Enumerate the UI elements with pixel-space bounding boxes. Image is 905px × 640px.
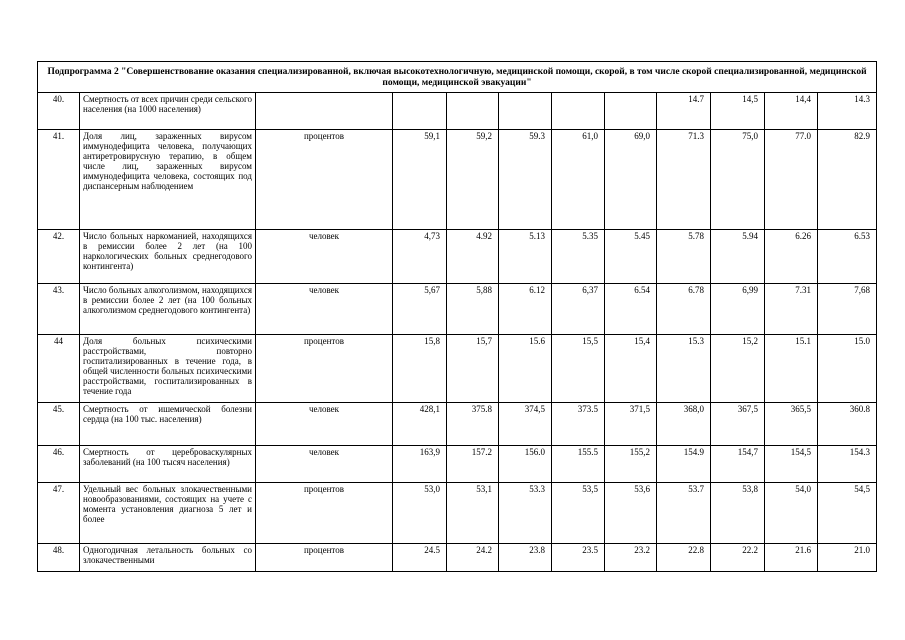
value-cell: 156.0 (499, 446, 552, 483)
value-cell: 5,67 (393, 284, 447, 335)
value-cell: 22.2 (711, 544, 765, 572)
value-cell: 373.5 (552, 403, 605, 446)
value-cell: 154.3 (818, 446, 877, 483)
unit-cell: процентов (256, 483, 393, 544)
row-number: 43. (38, 284, 80, 335)
unit-cell: процентов (256, 130, 393, 230)
value-cell: 155.5 (552, 446, 605, 483)
value-cell: 59,2 (447, 130, 499, 230)
value-cell (447, 93, 499, 130)
table-row (38, 403, 877, 446)
value-cell: 4,73 (393, 230, 447, 284)
indicator-name: Удельный вес больных злокачественными новообразованиями, состоящих на учете с момента установления диагноза 5 лет и более (80, 483, 256, 544)
row-number: 40. (38, 93, 80, 130)
value-cell: 61,0 (552, 130, 605, 230)
value-cell: 6.78 (657, 284, 711, 335)
value-cell: 5.94 (711, 230, 765, 284)
value-cell: 7,68 (818, 284, 877, 335)
subprogram-title: Подпрограмма 2 "Совершенствование оказания специализированной, включая высокотехнологичную, медицинской помощи, скорой, в том числе скорой специализированной, медицинской помощи, медицинской эвакуации" (38, 62, 877, 93)
value-cell: 53,8 (711, 483, 765, 544)
value-cell: 368,0 (657, 403, 711, 446)
value-cell: 6.12 (499, 284, 552, 335)
value-cell: 6.54 (605, 284, 657, 335)
table-row (38, 284, 877, 335)
indicator-name: Число больных наркоманией, находящихся в ремиссии более 2 лет (на 100 наркологических больных среднегодового контингента) (80, 230, 256, 284)
value-cell (393, 93, 447, 130)
value-cell: 75,0 (711, 130, 765, 230)
value-cell: 15,8 (393, 335, 447, 403)
table-row (38, 335, 877, 403)
unit-cell: человек (256, 403, 393, 446)
table-row (38, 93, 877, 130)
indicator-name: Одногодичная летальность больных со злокачественными (80, 544, 256, 572)
value-cell: 69,0 (605, 130, 657, 230)
unit-cell: человек (256, 284, 393, 335)
value-cell: 14.3 (818, 93, 877, 130)
value-cell: 59,1 (393, 130, 447, 230)
value-cell (499, 93, 552, 130)
value-cell: 53,1 (447, 483, 499, 544)
value-cell: 23.8 (499, 544, 552, 572)
value-cell: 360.8 (818, 403, 877, 446)
table-row (38, 130, 877, 230)
value-cell: 15.3 (657, 335, 711, 403)
value-cell: 154,7 (711, 446, 765, 483)
subprogram-header-row (38, 62, 877, 93)
value-cell: 15.0 (818, 335, 877, 403)
value-cell: 77.0 (765, 130, 818, 230)
value-cell: 23.5 (552, 544, 605, 572)
value-cell: 154,5 (765, 446, 818, 483)
value-cell: 15.6 (499, 335, 552, 403)
value-cell (552, 93, 605, 130)
value-cell: 5.13 (499, 230, 552, 284)
value-cell: 14.7 (657, 93, 711, 130)
value-cell: 14,5 (711, 93, 765, 130)
value-cell: 371,5 (605, 403, 657, 446)
value-cell: 53,6 (605, 483, 657, 544)
unit-cell: человек (256, 446, 393, 483)
value-cell: 428,1 (393, 403, 447, 446)
value-cell: 53,0 (393, 483, 447, 544)
value-cell: 22.8 (657, 544, 711, 572)
value-cell: 21.6 (765, 544, 818, 572)
row-number: 42. (38, 230, 80, 284)
value-cell: 6.26 (765, 230, 818, 284)
indicator-name: Доля лиц, зараженных вирусом иммунодефицита человека, получающих антиретровирусную терапию, в общем числе лиц, зараженных вирусом иммунодефицита человека, состоящих под диспансерным наблюдением (80, 130, 256, 230)
table-row (38, 230, 877, 284)
value-cell (605, 93, 657, 130)
table-row (38, 544, 877, 572)
value-cell: 157.2 (447, 446, 499, 483)
indicator-name: Число больных алкоголизмом, находящихся в ремиссии более 2 лет (на 100 больных алкоголизмом среднегодового контингента) (80, 284, 256, 335)
value-cell: 23.2 (605, 544, 657, 572)
value-cell: 6,99 (711, 284, 765, 335)
indicator-name: Смертность от всех причин среди сельского населения (на 1000 населения) (80, 93, 256, 130)
value-cell: 7.31 (765, 284, 818, 335)
value-cell: 5,88 (447, 284, 499, 335)
row-number: 46. (38, 446, 80, 483)
value-cell: 15,7 (447, 335, 499, 403)
value-cell: 53,5 (552, 483, 605, 544)
value-cell: 367,5 (711, 403, 765, 446)
value-cell: 21.0 (818, 544, 877, 572)
value-cell: 365,5 (765, 403, 818, 446)
value-cell: 6,37 (552, 284, 605, 335)
value-cell: 71.3 (657, 130, 711, 230)
table-row (38, 446, 877, 483)
value-cell: 15,4 (605, 335, 657, 403)
value-cell: 14,4 (765, 93, 818, 130)
unit-cell: человек (256, 230, 393, 284)
value-cell: 374,5 (499, 403, 552, 446)
value-cell: 54,5 (818, 483, 877, 544)
row-number: 41. (38, 130, 80, 230)
row-number: 44 (38, 335, 80, 403)
indicator-name: Смертность от цереброваскулярных заболеваний (на 100 тысяч населения) (80, 446, 256, 483)
value-cell: 4.92 (447, 230, 499, 284)
unit-cell: процентов (256, 335, 393, 403)
table-row (38, 483, 877, 544)
value-cell: 154.9 (657, 446, 711, 483)
value-cell: 15,2 (711, 335, 765, 403)
value-cell: 15.1 (765, 335, 818, 403)
value-cell: 54,0 (765, 483, 818, 544)
value-cell: 53.7 (657, 483, 711, 544)
unit-cell (256, 93, 393, 130)
value-cell: 5.78 (657, 230, 711, 284)
value-cell: 53.3 (499, 483, 552, 544)
row-number: 48. (38, 544, 80, 572)
value-cell: 6.53 (818, 230, 877, 284)
value-cell: 155,2 (605, 446, 657, 483)
row-number: 45. (38, 403, 80, 446)
value-cell: 59.3 (499, 130, 552, 230)
value-cell: 15,5 (552, 335, 605, 403)
unit-cell: процентов (256, 544, 393, 572)
value-cell: 375.8 (447, 403, 499, 446)
value-cell: 24.5 (393, 544, 447, 572)
value-cell: 163,9 (393, 446, 447, 483)
indicators-table (37, 61, 877, 572)
row-number: 47. (38, 483, 80, 544)
indicator-name: Доля больных психическими расстройствами, повторно госпитализированных в течение года, в общей численности больных психическими расстройствами, госпитализированных в течение года (80, 335, 256, 403)
value-cell: 5.45 (605, 230, 657, 284)
value-cell: 82.9 (818, 130, 877, 230)
indicator-name: Смертность от ишемической болезни сердца (на 100 тыс. населения) (80, 403, 256, 446)
value-cell: 24.2 (447, 544, 499, 572)
value-cell: 5.35 (552, 230, 605, 284)
